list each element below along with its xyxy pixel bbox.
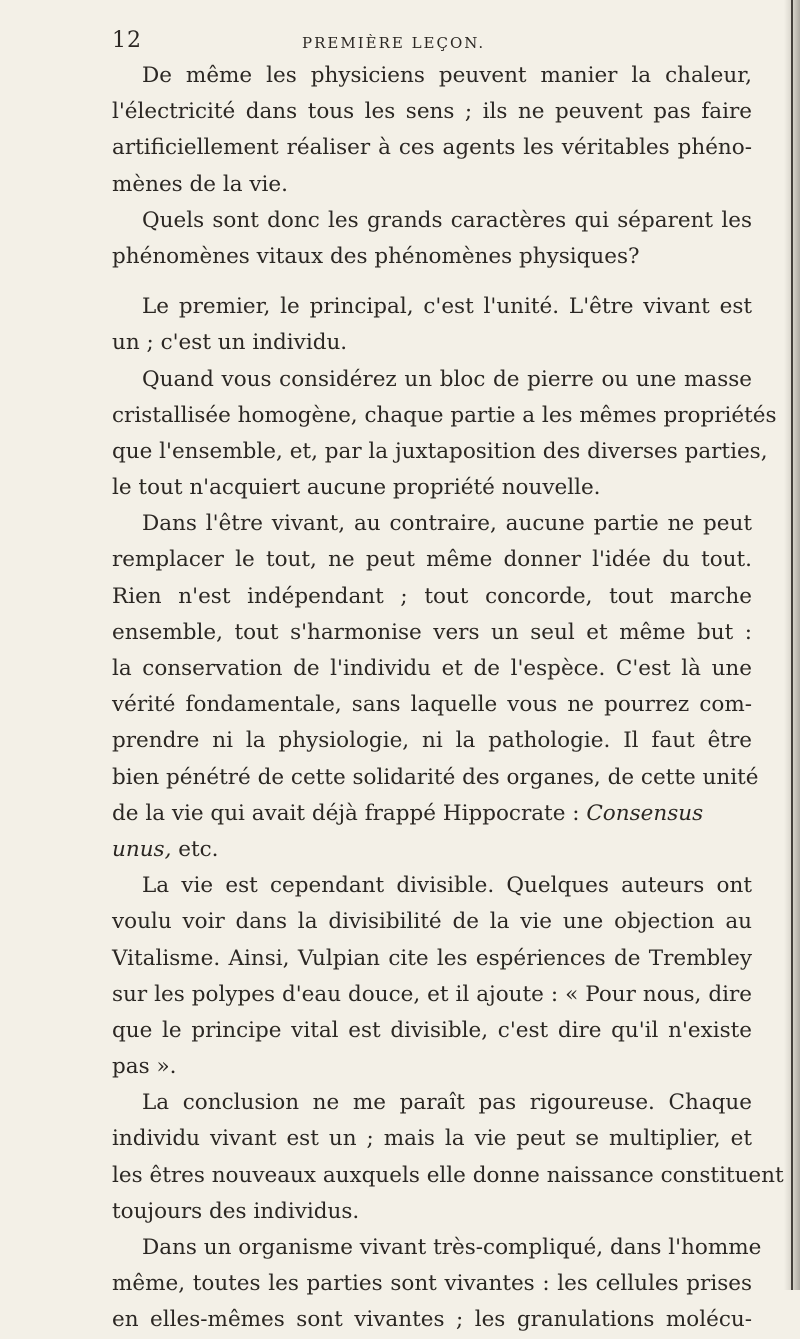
text-line: prendre ni la physiologie, ni la pathologie. Il faut être (112, 728, 752, 754)
running-head: PREMIÈRE LEÇON. (302, 34, 486, 52)
text-line: l'électricité dans tous les sens ; ils ne peuvent pas faire (112, 99, 752, 125)
text-line: artificiellement réaliser à ces agents les véritables phéno- (112, 135, 752, 161)
paragraph-gap (112, 275, 752, 289)
text-line: Vitalisme. Ainsi, Vulpian cite les espériences de Trembley (112, 945, 752, 971)
paragraph (112, 203, 752, 275)
text-line: la conservation de l'individu et de l'espèce. C'est là une (112, 656, 752, 681)
text-line: phénomènes vitaux des phénomènes physiques? (112, 243, 640, 269)
text-line: sur les polypes d'eau douce, et il ajoute : « Pour nous, dire (112, 981, 752, 1007)
text-line: ensemble, tout s'harmonise vers un seul et même but : (112, 619, 752, 645)
text-line: les êtres nouveaux auxquels elle donne naissance constituent (112, 1162, 784, 1188)
text-segment: etc. (178, 836, 219, 862)
text-line: remplacer le tout, ne peut même donner l'idée du tout. (112, 547, 752, 573)
text-line: Rien n'est indépendant ; tout concorde, tout marche (112, 583, 752, 609)
text-line (112, 796, 752, 832)
text-line: un ; c'est un individu. (112, 330, 348, 356)
page-number: 12 (112, 28, 142, 53)
text-line: le tout n'acquiert aucune propriété nouvelle. (112, 475, 601, 501)
paragraph (112, 362, 777, 507)
text-line: De même les physiciens peuvent manier la chaleur, (142, 63, 752, 88)
paragraph (112, 1085, 784, 1230)
italic-phrase: Consensus (586, 800, 704, 826)
text-line: en elles-mêmes sont vivantes ; les granulations molécu- (112, 1307, 752, 1333)
paragraph (112, 506, 759, 868)
page-header (112, 26, 752, 60)
text-line (112, 832, 752, 868)
text-line: La vie est cependant divisible. Quelques auteurs ont (142, 873, 752, 899)
page-edge-line (791, 0, 793, 1290)
text-line: Quels sont donc les grands caractères qui séparent les (142, 207, 752, 233)
italic-phrase: unus, (112, 836, 172, 862)
text-line: que le principe vital est divisible, c'est dire qu'il n'existe (112, 1017, 752, 1043)
paragraph (112, 1230, 762, 1339)
text-segment: de la vie qui avait déjà frappé Hippocrate : (112, 800, 580, 826)
text-line: toujours des individus. (112, 1198, 360, 1224)
text-line: pas ». (112, 1054, 177, 1080)
text-line: La conclusion ne me paraît pas rigoureuse. Chaque (142, 1090, 752, 1116)
text-line: Quand vous considérez un bloc de pierre ou une masse (142, 366, 752, 392)
text-line: même, toutes les parties sont vivantes : les cellules prises (112, 1271, 752, 1297)
text-line: bien pénétré de cette solidarité des organes, de cette unité (112, 764, 759, 790)
paragraph (112, 289, 752, 361)
paragraph (112, 58, 752, 203)
text-line: Le premier, le principal, c'est l'unité. L'être vivant est (142, 294, 752, 320)
text-line: individu vivant est un ; mais la vie peut se multiplier, et (112, 1126, 752, 1152)
text-line: Dans l'être vivant, au contraire, aucune partie ne peut (142, 511, 752, 537)
text-line: que l'ensemble, et, par la juxtaposition des diverses parties, (112, 438, 768, 464)
text-line: voulu voir dans la divisibilité de la vie une objection au (112, 909, 752, 935)
text-line: Dans un organisme vivant très-compliqué, dans l'homme (142, 1235, 762, 1260)
text-line: mènes de la vie. (112, 171, 288, 197)
text-line: vérité fondamentale, sans laquelle vous ne pourrez com- (112, 692, 752, 718)
paragraph (112, 868, 752, 1085)
body-text (112, 58, 784, 1339)
text-line: cristallisée homogène, chaque partie a les mêmes propriétés (112, 402, 777, 428)
